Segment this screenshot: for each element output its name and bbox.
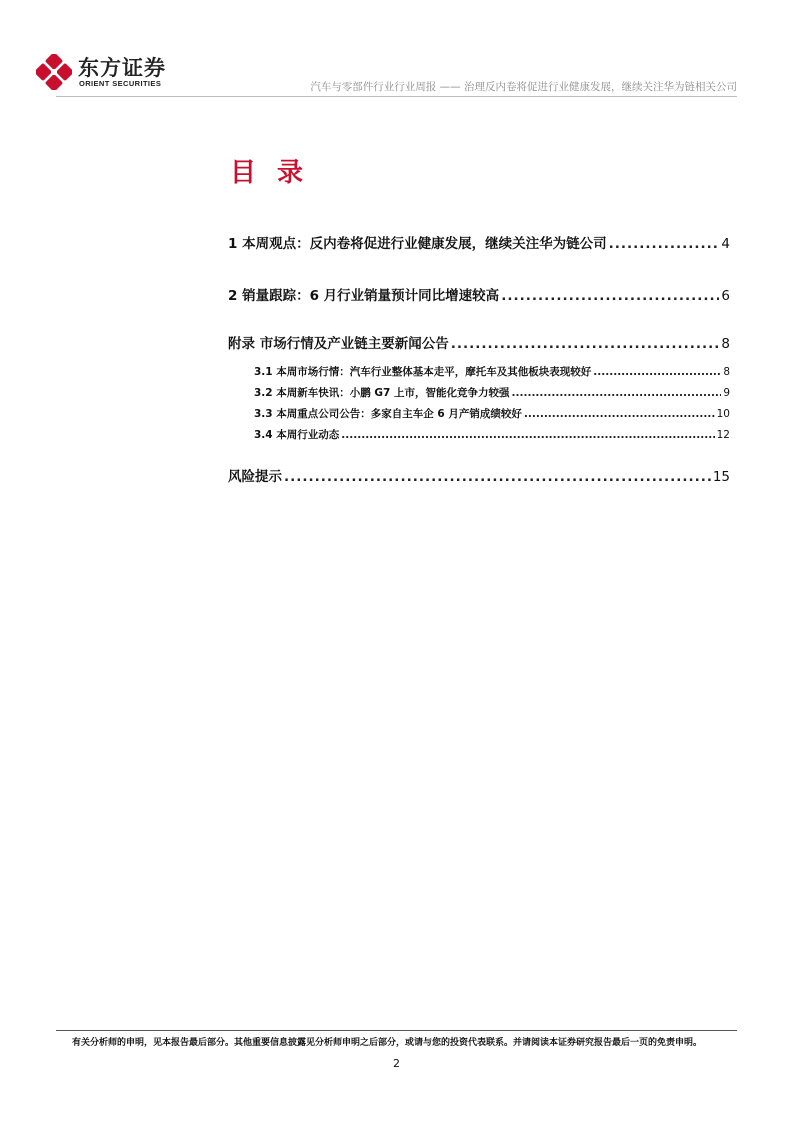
toc-entry-risk-warning[interactable]: [228, 465, 730, 485]
toc-entry-page: 12: [716, 429, 730, 441]
toc-entry-label: 风险提示: [228, 469, 282, 485]
toc-entry-section-3-4[interactable]: [254, 427, 730, 442]
toc-entry-page: 8: [721, 336, 730, 352]
page-header: [0, 0, 793, 100]
toc-entry-label: 3.4 本周行业动态: [254, 429, 340, 441]
toc-entry-label: 附录 市场行情及产业链主要新闻公告: [228, 336, 449, 352]
toc-entry-appendix[interactable]: [228, 332, 730, 352]
toc-heading: 目 录: [230, 158, 310, 188]
toc-entry-label: 3.2 本周新车快讯：小鹏 G7 上市，智能化竞争力较强: [254, 387, 510, 399]
toc-entry-section-3-1[interactable]: [254, 364, 730, 379]
toc-entry-section-2[interactable]: [228, 284, 730, 304]
toc-entry-page: 6: [721, 288, 730, 304]
page-number: 2: [393, 1057, 400, 1070]
toc-leader-dots: [501, 288, 719, 304]
footer-disclaimer: 有关分析师的申明，见本报告最后部分。其他重要信息披露见分析师申明之后部分，或请与您的投资代表联系。并请阅读本证券研究报告最后一页的免责申明。: [72, 1038, 703, 1048]
toc-leader-dots: [451, 336, 720, 352]
toc-entry-section-3-2[interactable]: [254, 385, 730, 400]
toc-entry-label: 3.1 本周市场行情：汽车行业整体基本走平，摩托车及其他板块表现较好: [254, 366, 592, 378]
footer-divider: [56, 1030, 737, 1031]
toc-entry-label: 1 本周观点：反内卷将促进行业健康发展，继续关注华为链公司: [228, 236, 607, 252]
toc-entry-page: 8: [723, 366, 730, 378]
toc-leader-dots: [341, 429, 714, 441]
report-title: 汽车与零部件行业行业周报 —— 治理反内卷将促进行业健康发展，继续关注华为链相关公司: [310, 81, 737, 93]
toc-leader-dots: [524, 408, 715, 420]
toc-entry-page: 10: [716, 408, 730, 420]
header-divider: [56, 96, 737, 97]
toc-entry-page: 15: [712, 469, 730, 485]
toc-entry-label: 3.3 本周重点公司公告：多家自主车企 6 月产销成绩较好: [254, 408, 522, 420]
logo-english-name: ORIENT SECURITIES: [79, 79, 162, 88]
toc-entry-page: 9: [723, 387, 730, 399]
company-logo: [36, 52, 176, 92]
logo-chinese-name: 东方证券: [78, 56, 166, 80]
toc-leader-dots: [284, 469, 711, 485]
toc-entry-section-1[interactable]: [228, 232, 730, 252]
orient-logo-icon: [36, 54, 72, 90]
toc-entry-label: 2 销量跟踪：6 月行业销量预计同比增速较高: [228, 288, 500, 304]
toc-leader-dots: [512, 387, 722, 399]
toc-leader-dots: [593, 366, 721, 378]
toc-leader-dots: [609, 236, 720, 252]
toc-entry-page: 4: [721, 236, 730, 252]
toc-entry-section-3-3[interactable]: [254, 406, 730, 421]
